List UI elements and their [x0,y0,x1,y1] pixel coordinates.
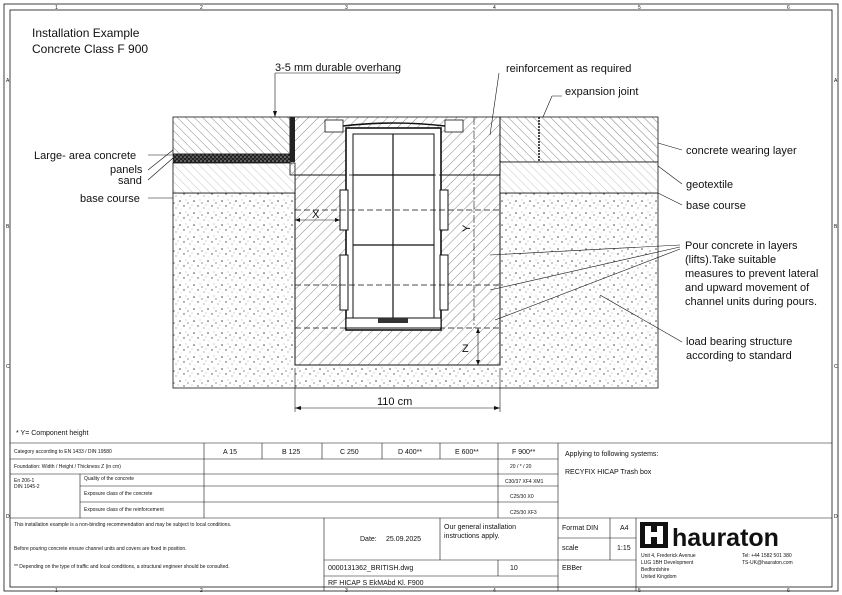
svg-text:Bedfordshire: Bedfordshire [641,567,670,573]
foundation-f: 20 / * / 20 [510,464,532,470]
svg-text:channel units during pours.: channel units during pours. [685,296,818,308]
exposure-label: Exposure class of the concrete [84,491,153,497]
grid-col-3: 3 [345,588,348,594]
quality-f: C30/37 XF4 XM1 [505,479,544,485]
class-header: D 400** [398,449,423,456]
label-panels: panels [110,164,143,176]
quality-label: Quality of the concrete [84,476,135,482]
outlet [378,318,408,323]
grid-col-2: 2 [200,588,203,594]
svg-text:LUG 1BH Development: LUG 1BH Development [641,560,694,566]
dim-y-label: Y [461,224,473,232]
grid-col-4: 4 [493,588,496,594]
class-header: B 125 [282,449,301,456]
grid-col-6: 6 [787,588,790,594]
file-name: 0000131362_BRITISH.dwg [328,565,414,572]
frame-left [325,120,343,132]
left-paving-panels [173,117,290,154]
right-wearing-layer [500,117,658,162]
brand-name: hauraton [672,524,779,552]
hauraton-logo [640,522,779,552]
systems-name: RECYFIX HICAP Trash box [565,469,652,476]
side-label-2: DIN 1045-2 [14,484,40,490]
svg-text:TS-UK@hauraton.com: TS-UK@hauraton.com [742,560,793,566]
grid-row-D: D [6,514,10,520]
svg-text:and upward movement of: and upward movement of [685,282,810,294]
svg-text:Before pouring concrete ensure: Before pouring concrete ensure channel units and covers are fixed in position. [14,546,187,552]
grid-col-4: 4 [493,5,496,11]
svg-text:load bearing structure: load bearing structure [686,336,793,348]
frame-right [445,120,463,132]
title-line-2: Concrete Class F 900 [32,42,149,56]
title-line-1: Installation Example [32,26,140,40]
label-wearing: concrete wearing layer [686,145,797,157]
label-large-area: Large- area concrete [34,150,137,162]
systems-heading: Applying to following systems: [565,451,659,458]
drawing-code: RF HICAP S EkMAbd Kl. F900 [328,580,424,587]
grid-row-A: A [834,78,838,84]
class-header: A 15 [223,449,238,456]
format-value: A4 [620,525,629,532]
class-header: F 900** [512,449,536,456]
svg-text:measures to prevent lateral: measures to prevent lateral [685,268,819,280]
class-headers [223,449,536,456]
label-geotextile: geotextile [686,179,734,191]
address [641,553,696,580]
label-load-bearing [686,336,792,362]
sand-layer [173,154,290,163]
scale-label: scale [562,545,579,552]
svg-text:Unit 4, Frederick Avenue: Unit 4, Frederick Avenue [641,553,696,559]
dim-x-label: X [312,209,320,221]
date-value: 25.09.2025 [386,536,422,543]
grid-row-B: B [6,224,10,230]
revision: 10 [510,565,518,572]
general-line-2: instructions apply. [444,533,500,540]
grid-col-1: 1 [55,5,58,11]
class-header: C 250 [340,449,359,456]
svg-text:Tel: +44 1582 501 380: Tel: +44 1582 501 380 [742,553,792,559]
width-dim-label: 110 cm [377,396,413,408]
channel-flange-right-2 [440,255,448,310]
label-pour-concrete [685,240,818,308]
reinf-f: C25/30 XF3 [510,510,537,516]
class-header: E 600** [455,449,479,456]
grid-row-C: C [6,364,10,370]
grid-col-3: 3 [345,5,348,11]
svg-text:Pour concrete in layers: Pour concrete in layers [685,240,798,252]
label-reinforcement: reinforcement as required [506,63,632,75]
scale-value: 1:15 [617,545,631,552]
grid-row-A: A [6,78,10,84]
footnote: * Y= Component height [16,430,89,437]
date-label: Date: [360,536,377,543]
dim-z-label: Z [462,343,469,355]
svg-text:according to standard: according to standard [686,350,792,362]
reinf-label: Exposure class of the reinforcement [84,507,164,513]
grid-row-D: D [834,514,838,520]
general-line-1: Our general installation [444,524,516,531]
notes [14,522,231,570]
grid-col-6: 6 [787,5,790,11]
grid-row-C: C [834,364,838,370]
grid-col-5: 5 [638,5,641,11]
svg-text:(lifts).Take suitable: (lifts).Take suitable [685,254,777,266]
exposure-f: C25/30 X0 [510,494,534,500]
label-sand: sand [118,175,142,187]
contact [742,553,793,566]
grid-col-1: 1 [55,588,58,594]
label-overhang: 3-5 mm durable overhang [275,62,401,74]
svg-text:This installation example is a: This installation example is a non-binding recommendation and may be subject to local conditions. [14,522,232,528]
overhang-joint [290,117,295,162]
grid-col-2: 2 [200,5,203,11]
category-label: Category according to EN 1433 / DIN 19580 [14,449,112,455]
foundation-label: Foundation: Width / Height / Thickness Z (in cm) [14,464,121,470]
label-expansion-joint: expansion joint [565,86,639,98]
label-base-right: base course [686,200,746,212]
drawn-by: EBBer [562,565,583,572]
channel-flange-left-2 [340,255,348,310]
svg-text:United Kingdom: United Kingdom [641,574,677,580]
format-label: Format DIN [562,525,599,532]
grid-row-B: B [834,224,838,230]
svg-text:** Depending on the type of tr: ** Depending on the type of traffic and local conditions, a structural engineer should be consulted. [14,564,230,570]
grid-col-5: 5 [638,588,641,594]
label-base-left: base course [80,193,140,205]
side-label-1: En 206-1 [14,478,35,484]
